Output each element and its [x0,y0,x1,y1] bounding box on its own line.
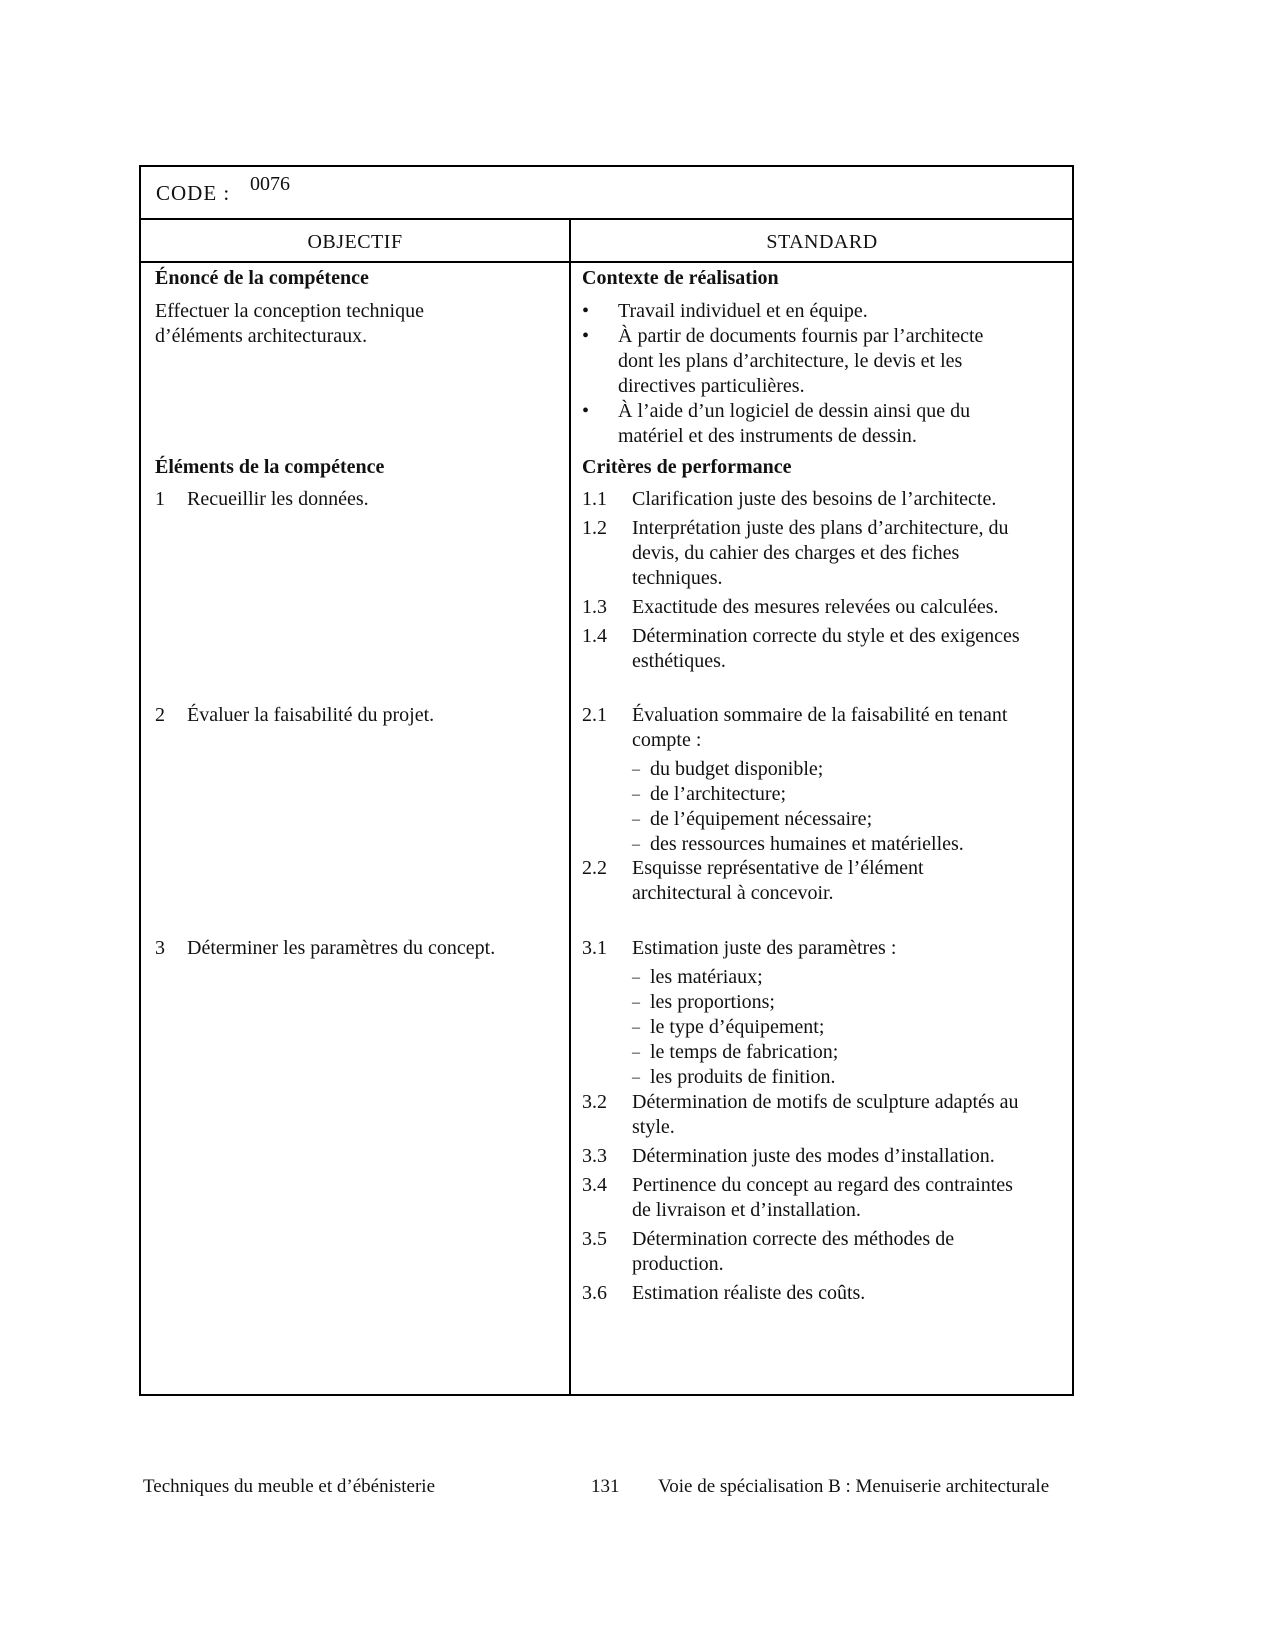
divider [139,218,1074,220]
dash-icon: – [632,1019,640,1036]
critere-text: Détermination juste des modes d’installation. [632,1145,995,1167]
critere-text: Évaluation sommaire de la faisabilité en tenant compte : [632,704,1008,751]
critere-number: 1.2 [582,517,607,539]
sub-item: de l’équipement nécessaire; [650,808,873,830]
critere-text: Clarification juste des besoins de l’architecte. [632,488,997,510]
critere-text: Pertinence du concept au regard des contraintes de livraison et d’installation. [632,1174,1013,1221]
footer-specialization: Voie de spécialisation B : Menuiserie architecturale [658,1476,1050,1497]
sub-item: du budget disponible; [650,758,824,780]
critere-text: Interprétation juste des plans d’architecture, du devis, du cahier des charges et des fiches techniques. [632,517,1009,589]
critere-number: 3.5 [582,1228,607,1250]
critere-text: Détermination correcte des méthodes de production. [632,1228,955,1275]
contexte-item: À l’aide d’un logiciel de dessin ainsi que du matériel et des instruments de dessin. [618,400,971,447]
critere-text: Estimation juste des paramètres : [632,937,897,959]
critere-text: Esquisse représentative de l’élément architectural à concevoir. [632,857,924,904]
page-number: 131 [591,1476,620,1497]
column-header-standard: STANDARD [766,231,878,253]
element-number: 1 [155,488,165,510]
dash-icon: – [632,836,640,853]
sub-item: les matériaux; [650,966,763,988]
critere-text: Détermination correcte du style et des exigences esthétiques. [632,625,1020,672]
column-divider [569,218,571,1396]
enonce-text: Effectuer la conception technique d’éléments architecturaux. [155,300,424,347]
element-number: 3 [155,937,165,959]
bullet-icon: • [582,325,590,347]
critere-text: Estimation réaliste des coûts. [632,1282,866,1304]
element-text: Évaluer la faisabilité du projet. [187,704,435,726]
dash-icon: – [632,1069,640,1086]
dash-icon: – [632,786,640,803]
critere-number: 1.3 [582,596,607,618]
sub-item: de l’architecture; [650,783,787,805]
element-number: 2 [155,704,165,726]
critere-number: 3.6 [582,1282,607,1304]
dash-icon: – [632,1044,640,1061]
dash-icon: – [632,969,640,986]
critere-number: 3.3 [582,1145,607,1167]
element-text: Déterminer les paramètres du concept. [187,937,496,959]
bullet-icon: • [582,400,590,422]
sub-item: le temps de fabrication; [650,1041,839,1063]
contexte-item: Travail individuel et en équipe. [618,300,868,322]
criteres-title: Critères de performance [582,456,792,478]
column-header-objectif: OBJECTIF [307,231,403,253]
critere-number: 1.1 [582,488,607,510]
bullet-icon: • [582,300,590,322]
dash-icon: – [632,761,640,778]
contexte-title: Contexte de réalisation [582,267,779,289]
critere-number: 2.1 [582,704,607,726]
sub-item: les proportions; [650,991,775,1013]
code-label: CODE : [156,181,231,205]
critere-number: 3.1 [582,937,607,959]
element-text: Recueillir les données. [187,488,369,510]
sub-item: les produits de finition. [650,1066,836,1088]
dash-icon: – [632,994,640,1011]
divider [139,261,1074,263]
critere-number: 3.2 [582,1091,607,1113]
critere-text: Détermination de motifs de sculpture adaptés au style. [632,1091,1019,1138]
sub-item: le type d’équipement; [650,1016,825,1038]
critere-number: 1.4 [582,625,607,647]
sub-item: des ressources humaines et matérielles. [650,833,964,855]
critere-text: Exactitude des mesures relevées ou calculées. [632,596,999,618]
enonce-title: Énoncé de la compétence [155,267,369,289]
critere-number: 3.4 [582,1174,607,1196]
dash-icon: – [632,811,640,828]
elements-title: Éléments de la compétence [155,456,385,478]
critere-number: 2.2 [582,857,607,879]
code-value: 0076 [250,173,290,195]
footer-program: Techniques du meuble et d’ébénisterie [143,1476,436,1497]
contexte-item: À partir de documents fournis par l’architecte dont les plans d’architecture, le devis et les directives particulières. [618,325,984,397]
